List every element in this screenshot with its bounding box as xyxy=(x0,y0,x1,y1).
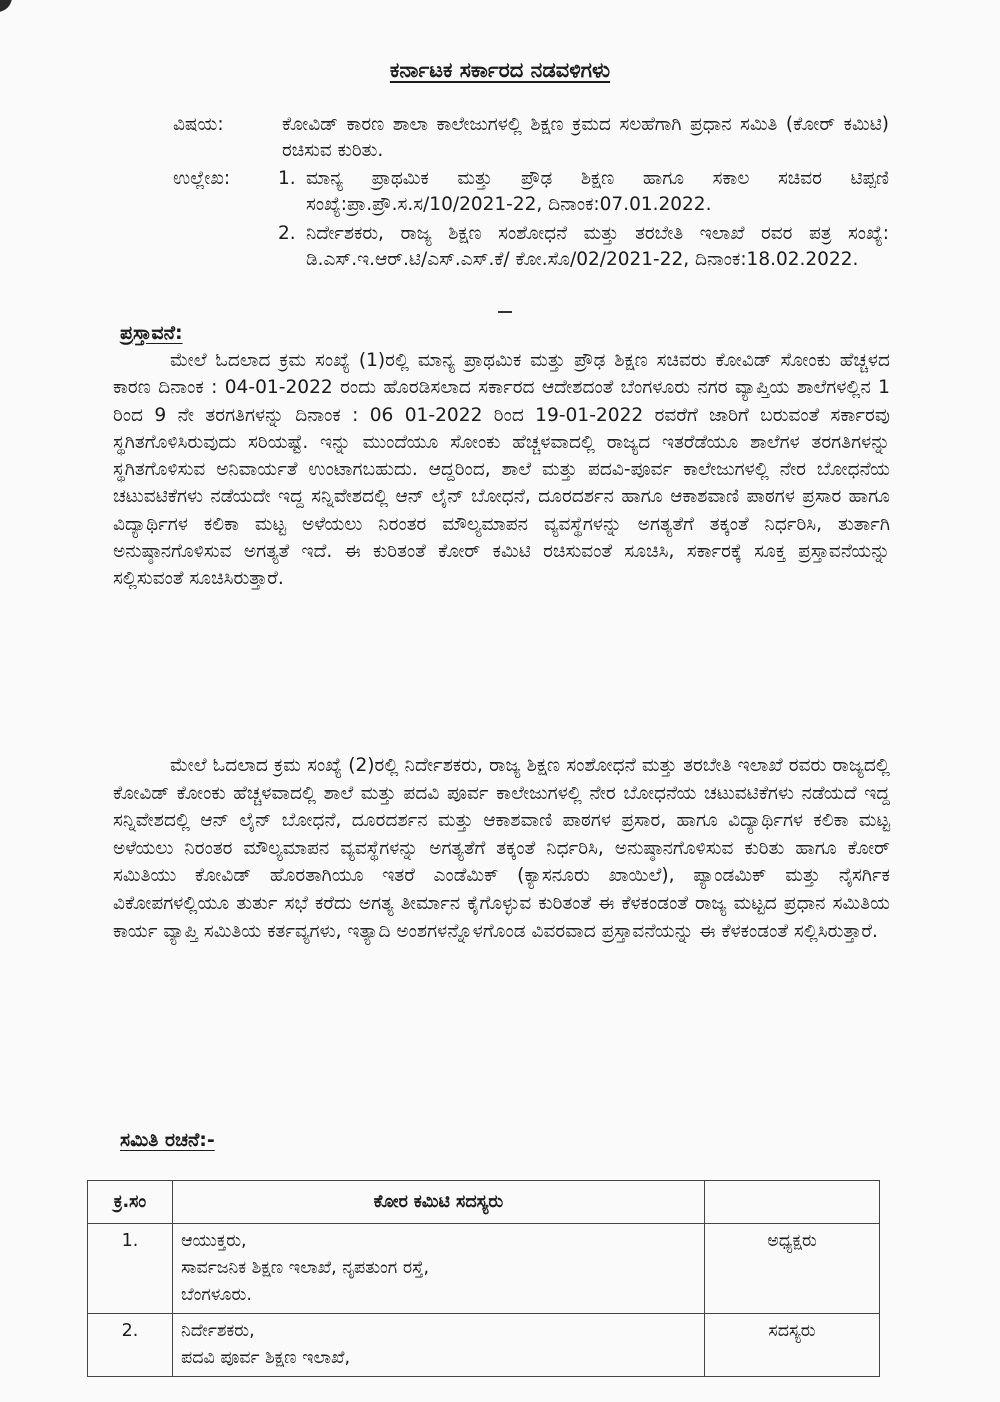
preamble-heading: ಪ್ರಸ್ತಾವನೆ: xyxy=(120,322,183,344)
document-title: ಕರ್ನಾಟಕ ಸರ್ಕಾರದ ನಡವಳಿಗಳು xyxy=(389,58,611,82)
committee-table xyxy=(87,1180,880,1377)
serial-cell: 2. xyxy=(88,1314,173,1377)
member-cell xyxy=(173,1224,705,1314)
reference-text: ನಿರ್ದೇಶಕರು, ರಾಜ್ಯ ಶಿಕ್ಷಣ ಸಂಶೋಧನೆ ಮತ್ತು ತರಬೇತಿ ಇಲಾಖೆ ರವರ ಪತ್ರ ಸಂಖ್ಯೆ: ಡಿ.ಎಸ್.ಇ.ಆರ್.ಟಿ/ಎಸ್.ಎಸ್.ಕೆ/ ಕೋ.ಸೊ/02/2021-22, ದಿನಾಂಕ:18.02.2022. xyxy=(306,223,889,270)
references-block xyxy=(0,166,1000,306)
scan-corner-shadow xyxy=(0,0,12,12)
committee-heading: ಸಮಿತಿ ರಚನೆ:- xyxy=(120,1129,215,1151)
subject-block xyxy=(0,112,1000,172)
member-cell xyxy=(173,1314,705,1377)
preamble-paragraph: ಮೇಲೆ ಓದಲಾದ ಕ್ರಮ ಸಂಖ್ಯೆ (2)ರಲ್ಲಿ ನಿರ್ದೇಶಕರು, ರಾಜ್ಯ ಶಿಕ್ಷಣ ಸಂಶೋಧನೆ ಮತ್ತು ತರಬೇತಿ ಇಲಾಖೆ ರವರು ರಾಜ್ಯದಲ್ಲಿ ಕೋವಿಡ್ ಕೋಂಕು ಹೆಚ್ಚಳವಾದಲ್ಲಿ ಶಾಲೆ ಮತ್ತು ಪದವಿ ಪೂರ್ವ ಕಾಲೇಜುಗಳಲ್ಲಿ ನೇರ ಬೋಧನೆಯ ಚಟುವಟಿಕೆಗಳು ನಡೆಯದೆ ಇದ್ದ ಸನ್ನಿವೇಶದಲ್ಲಿ ಆನ್ ಲೈನ್ ಬೋಧನೆ, ದೂರದರ್ಶನ ಮತ್ತು ಆಕಾಶವಾಣಿ ಪಾಠಗಳ ಪ್ರಸಾರ, ಹಾಗೂ ವಿದ್ಯಾರ್ಥಿಗಳ ಕಲಿಕಾ ಮಟ್ಟ ಅಳೆಯಲು ನಿರಂತರ ಮೌಲ್ಯಮಾಪನ ವ್ಯವಸ್ಥೆಗಳನ್ನು ಅಗತ್ಯತೆಗೆ ತಕ್ಕಂತೆ ನಿರ್ಧರಿಸಿ, ಅನುಷ್ಠಾನಗೊಳಿಸುವ ಕುರಿತು ಹಾಗೂ ಕೋರ್ ಸಮಿತಿಯು ಕೋವಿಡ್ ಹೊರತಾಗಿಯೂ ಇತರೆ ಎಂಡೆಮಿಕ್ (ಕ್ಯಾಸನೂರು ಖಾಯಿಲೆ), ಪ್ಯಾಂಡಮಿಕ್ ಮತ್ತು ನೈಸರ್ಗಿಕ ವಿಕೋಪಗಳಲ್ಲಿಯೂ ತುರ್ತು ಸಭೆ ಕರೆದು ಅಗತ್ಯ ತೀರ್ಮಾನ ಕೈಗೊಳ್ಳುವ ಕುರಿತಂತೆ ಈ ಕೆಳಕಂಡಂತೆ ರಾಜ್ಯ ಮಟ್ಟದ ಪ್ರಧಾನ ಸಮಿತಿಯ ಕಾರ್ಯ ವ್ಯಾಪ್ತಿ ಸಮಿತಿಯ ಕರ್ತವ್ಯಗಳು, ಇತ್ಯಾದಿ ಅಂಶಗಳನ್ನೊಳಗೊಂಡ ವಿವರವಾದ ಪ್ರಸ್ತಾವನೆಯನ್ನು ಈ ಕೆಳಕಂಡಂತೆ ಸಲ್ಲಿಸಿರುತ್ತಾರೆ. xyxy=(113,755,890,942)
reference-number: 2. xyxy=(278,223,296,244)
preamble-paragraph: ಮೇಲೆ ಓದಲಾದ ಕ್ರಮ ಸಂಖ್ಯೆ (1)ರಲ್ಲಿ ಮಾನ್ಯ ಪ್ರಾಥಮಿಕ ಮತ್ತು ಪ್ರೌಢ ಶಿಕ್ಷಣ ಸಚಿವರು ಕೋವಿಡ್ ಸೋಂಕು ಹೆಚ್ಚಳದ ಕಾರಣ ದಿನಾಂಕ : 04-01-2022 ರಂದು ಹೊರಡಿಸಲಾದ ಸರ್ಕಾರದ ಆದೇಶದಂತೆ ಬೆಂಗಳೂರು ನಗರ ವ್ಯಾಪ್ತಿಯ ಶಾಲೆಗಳಲ್ಲಿನ 1 ರಿಂದ 9 ನೇ ತರಗತಿಗಳನ್ನು ದಿನಾಂಕ : 06 01-2022 ರಿಂದ 19-01-2022 ರವರೆಗೆ ಜಾರಿಗೆ ಬರುವಂತೆ ಸರ್ಕಾರವು ಸ್ಥಗಿತಗೊಳಿಸಿರುವುದು ಸರಿಯಷ್ಟೆ. ಇನ್ನು ಮುಂದೆಯೂ ಸೋಂಕು ಹೆಚ್ಚಳವಾದಲ್ಲಿ ರಾಜ್ಯದ ಇತರೆಡೆಯೂ ಶಾಲೆಗಳ ತರಗತಿಗಳನ್ನು ಸ್ಥಗಿತಗೊಳಿಸುವ ಅನಿವಾರ್ಯತೆ ಉಂಟಾಗಬಹುದು. ಆದ್ದರಿಂದ, ಶಾಲೆ ಮತ್ತು ಪದವಿ-ಪೂರ್ವ ಕಾಲೇಜುಗಳಲ್ಲಿ ನೇರ ಬೋಧನೆಯ ಚಟುವಟಿಕೆಗಳು ನಡೆಯದೇ ಇದ್ದ ಸನ್ನಿವೇಶದಲ್ಲಿ ಆನ್ ಲೈನ್ ಬೋಧನೆ, ದೂರದರ್ಶನ ಹಾಗೂ ಆಕಾಶವಾಣಿ ಪಾಠಗಳ ಪ್ರಸಾರ ಹಾಗೂ ವಿದ್ಯಾರ್ಥಿಗಳ ಕಲಿಕಾ ಮಟ್ಟ ಅಳೆಯಲು ನಿರಂತರ ಮೌಲ್ಯಮಾಪನ ವ್ಯವಸ್ಥೆಗಳನ್ನು ಅಗತ್ಯತೆಗೆ ತಕ್ಕಂತೆ ನಿರ್ಧರಿಸಿ, ತುರ್ತಾಗಿ ಅನುಷ್ಠಾನಗೊಳಿಸುವ ಅಗತ್ಯತೆ ಇದೆ. ಈ ಕುರಿತಂತೆ ಕೋರ್ ಕಮಿಟಿ ರಚಿಸುವಂತೆ ಸೂಚಿಸಿ, ಸರ್ಕಾರಕ್ಕೆ ಸೂಕ್ತ ಪ್ರಸ್ತಾವನೆಯನ್ನು ಸಲ್ಲಿಸುವಂತೆ ಸೂಚಿಸಿರುತ್ತಾರೆ. xyxy=(113,350,890,590)
subject-label: ವಿಷಯ: xyxy=(173,114,224,135)
member-line: ಬೆಂಗಳೂರು. xyxy=(181,1285,252,1305)
separator-dash xyxy=(498,311,512,313)
member-line: ಸಾರ್ವಜನಿಕ ಶಿಕ್ಷಣ ಇಲಾಖೆ, ನೃಪತುಂಗ ರಸ್ತೆ, xyxy=(181,1258,430,1278)
subject-text: ಕೋವಿಡ್ ಕಾರಣ ಶಾಲಾ ಕಾಲೇಜುಗಳಲ್ಲಿ ಶಿಕ್ಷಣ ಕ್ರಮದ ಸಲಹೆಗಾಗಿ ಪ್ರಧಾನ ಸಮಿತಿ (ಕೋರ್ ಕಮಿಟಿ) ರಚಿಸುವ ಕುರಿತು. xyxy=(282,114,889,161)
role-cell: ಅಧ್ಯಕ್ಷರು xyxy=(705,1224,880,1314)
serial-cell: 1. xyxy=(88,1224,173,1314)
table-header-row xyxy=(88,1181,880,1224)
member-line: ನಿರ್ದೇಶಕರು, xyxy=(181,1321,255,1341)
column-header-serial: ಕ್ರ.ಸಂ xyxy=(88,1181,173,1224)
references-label: ಉಲ್ಲೇಖ: xyxy=(173,168,231,189)
table-row xyxy=(88,1224,880,1314)
member-line: ಆಯುಕ್ತರು, xyxy=(181,1231,247,1251)
reference-number: 1. xyxy=(278,168,296,189)
member-line: ಪದವಿ ಪೂರ್ವ ಶಿಕ್ಷಣ ಇಲಾಖೆ, xyxy=(181,1348,351,1368)
reference-text: ಮಾನ್ಯ ಪ್ರಾಥಮಿಕ ಮತ್ತು ಪ್ರೌಢ ಶಿಕ್ಷಣ ಹಾಗೂ ಸಕಾಲ ಸಚಿವರ ಟಿಪ್ಪಣಿ ಸಂಖ್ಯೆ:ಪ್ರಾ.ಪ್ರೌ.ಸ.ಸ/10/2021-22, ದಿನಾಂಕ:07.01.2022. xyxy=(306,168,889,215)
column-header-members: ಕೋರ ಕಮಿಟಿ ಸದಸ್ಯರು xyxy=(173,1181,705,1224)
table-row xyxy=(88,1314,880,1377)
role-cell: ಸದಸ್ಯರು xyxy=(705,1314,880,1377)
column-header-role xyxy=(705,1181,880,1224)
